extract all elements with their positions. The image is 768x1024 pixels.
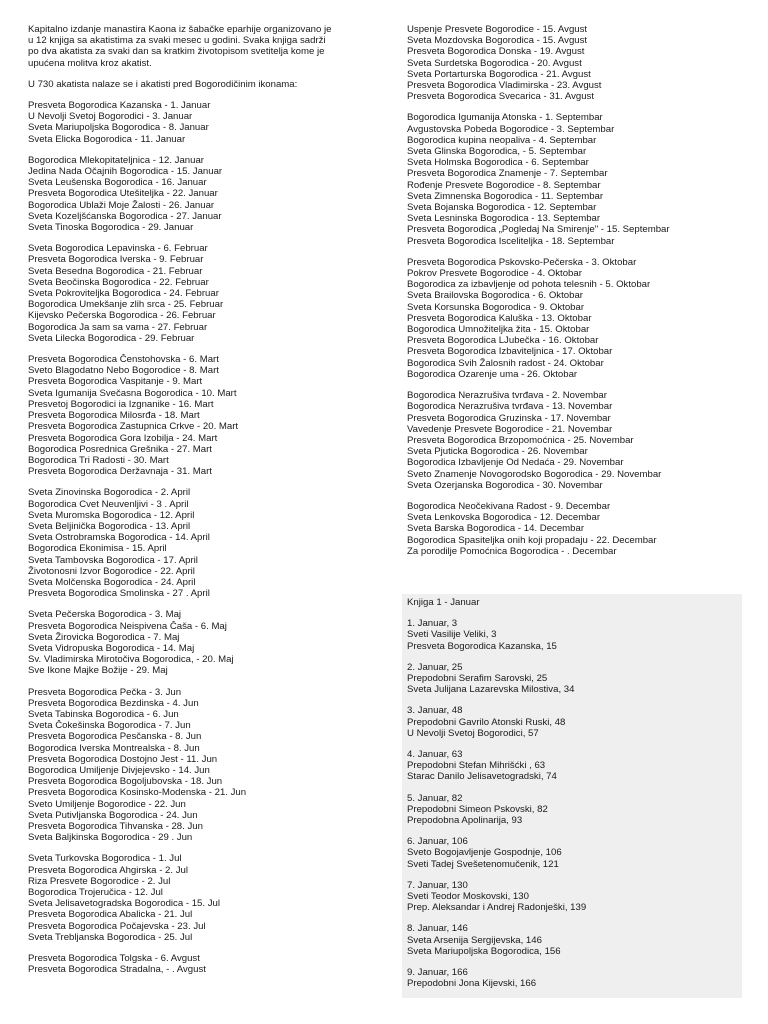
icon-entry: Presveta Bogorodica Bezdinska - 4. Jun [28, 697, 199, 709]
icon-entry: Bogorodica Igumanija Atonska - 1. Septembar [407, 112, 603, 124]
icon-entry: Sveta Brailovska Bogorodica - 6. Oktobar [407, 290, 583, 302]
icon-entry: Riza Presvete Bogorodice - 2. Jul [28, 875, 171, 887]
knjiga-saint-line: Prepodobni Serafim Sarovski, 25 [407, 673, 548, 685]
icon-entry: Bogorodica Posrednica Grešnika - 27. Mart [28, 443, 212, 455]
icon-entry: Sveta Zinovinska Bogorodica - 2. April [28, 487, 191, 499]
icon-entry: Sveta Mozdovska Bogorodica - 15. Avgust [407, 35, 588, 47]
month-group [407, 257, 745, 380]
icon-entry: Bogorodica Mlekopitateljnica - 12. Januar [28, 154, 204, 166]
knjiga-saint-line: Presveta Bogorodica Kazanska, 15 [407, 640, 557, 652]
icon-entry: Sveta Beočinska Bogorodica - 22. Februar [28, 276, 209, 288]
knjiga-saint-line: Starac Danilo Jelisavetogradski, 74 [407, 771, 557, 783]
knjiga-saint-line: Sveto Bogojavljenje Gospodnje, 106 [407, 847, 562, 859]
knjiga-day-entry [407, 880, 737, 914]
icon-entry: Sveta Žirovicka Bogorodica - 7. Maj [28, 631, 180, 643]
icon-entry: Sveta Turkovska Bogorodica - 1. Jul [28, 853, 182, 865]
icon-entry: Sveta Tinoska Bogorodica - 29. Januar [28, 222, 194, 234]
icon-entry: Presveta Bogorodica Zastupnica Crkve - 20. Mart [28, 421, 239, 433]
icon-entry: Sveta Lilecka Bogorodica - 29. Februar [28, 332, 195, 344]
icon-entry: Presveta Bogorodica Pskovsko-Pečerska - 3. Oktobar [407, 256, 637, 268]
knjiga-day-heading: 9. Januar, 166 [407, 967, 468, 979]
icon-entry: Sveta Jelisavetogradska Bogorodica - 15. Jul [28, 898, 220, 910]
knjiga-day-entry [407, 705, 737, 739]
icon-entry: Sveto Blagodatno Nebo Bogorodice - 8. Mart [28, 365, 219, 377]
month-group [28, 687, 388, 844]
knjiga-saint-line: Sveti Vasilije Veliki, 3 [407, 629, 497, 641]
icon-entry: Sveta Korsunska Bogorodica - 9. Oktobar [407, 301, 585, 313]
icon-entry: Bogorodica za izbavljenje od pohota telesnih - 5. Oktobar [407, 279, 651, 291]
icon-entry: Sveta Ozerjanska Bogorodica - 30. Novembar [407, 479, 603, 491]
icon-list-right [407, 24, 745, 557]
knjiga-saint-line: Sveta Mariupoljska Bogorodica, 156 [407, 945, 561, 957]
knjiga-day-heading: 1. Januar, 3 [407, 618, 458, 630]
icon-entry: Presveta Bogorodica Donska - 19. Avgust [407, 46, 585, 58]
month-group [28, 853, 388, 943]
icon-entry: Presveta Bogorodica Tolgska - 6. Avgust [28, 953, 200, 965]
knjiga-saint-line: Prepodobni Simeon Pskovski, 82 [407, 803, 548, 815]
icon-entry: Sveta Mariupoljska Bogorodica - 8. Januar [28, 122, 209, 134]
icon-entry: Bogorodica Izbavljenje Od Nedaća - 29. Novembar [407, 457, 624, 469]
icon-entry: Sv. Vladimirska Mirotočiva Bogorodica, - 20. Maj [28, 654, 234, 666]
knjiga-saint-line: Prepodobni Gavrilo Atonski Ruski, 48 [407, 716, 566, 728]
month-group [407, 24, 745, 102]
icon-entry: Bogorodica Umnožiteljka žita - 15. Oktobar [407, 324, 590, 336]
icon-entry: Sveta Molčenska Bogorodica - 24. April [28, 576, 196, 588]
month-group [28, 487, 388, 599]
knjiga-day-heading: 2. Januar, 25 [407, 661, 463, 673]
icon-entry: Bogorodica Trojeručica - 12. Jul [28, 887, 163, 899]
icon-entry: Sveta Barska Bogorodica - 14. Decembar [407, 523, 585, 535]
icon-entry: Sveto Znamenje Novogorodsko Bogorodica - 29. Novembar [407, 468, 662, 480]
icon-entry: Sveta Tambovska Bogorodica - 17. April [28, 554, 198, 566]
knjiga-saint-line: Prepodobni Stefan Mihrišćki , 63 [407, 760, 546, 772]
knjiga-day-entry [407, 793, 737, 827]
icon-entry: Presveta Bogorodica Dostojno Jest - 11. Jun [28, 753, 218, 765]
icon-entry: Presveta Bogorodica Neispivena Čaša - 6. Maj [28, 620, 227, 632]
icon-entry: Pokrov Presvete Bogorodice - 4. Oktobar [407, 268, 582, 280]
icon-entry: Bogorodica Ja sam sa vama - 27. Februar [28, 321, 208, 333]
icon-entry: Presveta Bogorodica Gora Izobilja - 24. Mart [28, 432, 218, 444]
knjiga-day-heading: 3. Januar, 48 [407, 705, 463, 717]
icon-entry: Sveta Besedna Bogorodica - 21. Februar [28, 265, 203, 277]
knjiga-day-entry [407, 836, 737, 870]
icon-entry: Sveta Trebljanska Bogorodica - 25. Jul [28, 931, 193, 943]
icon-entry: Sveta Vidropuska Bogorodica - 14. Maj [28, 642, 195, 654]
icon-entry: Presveta Bogorodica Kosinsko-Modenska - 21. Jun [28, 787, 247, 799]
icon-entry: Presvetoj Bogorodici ia Izgnanike - 16. Mart [28, 398, 214, 410]
icon-entry: Sveta Holmska Bogorodica - 6. Septembar [407, 157, 589, 169]
knjiga-day-heading: 5. Januar, 82 [407, 792, 463, 804]
icon-entry: Sveta Baljkinska Bogorodica - 29 . Jun [28, 832, 193, 844]
icon-entry: Presveta Bogorodica Kazanska - 1. Januar [28, 100, 211, 112]
icon-entry: Životonosni Izvor Bogorodice - 22. April [28, 565, 195, 577]
icon-entry: Sveta Glinska Bogorodica, - 5. Septembar [407, 146, 587, 158]
icon-entry: Sveta Bojanska Bogorodica - 12. Septembar [407, 202, 597, 214]
knjiga-saint-line: Prep. Aleksandar i Andrej Radonješki, 139 [407, 902, 587, 914]
icon-entry: Presveta Bogorodica Pesčanska - 8. Jun [28, 731, 202, 743]
icon-entry: Presveta Bogorodica Iverska - 9. Februar [28, 254, 204, 266]
icon-entry: Presveta Bogorodica Utešiteljka - 22. Januar [28, 188, 218, 200]
knjiga-day-heading: 4. Januar, 63 [407, 749, 463, 761]
knjiga-day-entry [407, 618, 737, 652]
month-group [407, 390, 745, 491]
icon-entry: Presveta Bogorodica Počajevska - 23. Jul [28, 920, 206, 932]
knjiga-day-entry [407, 662, 737, 696]
icon-entry: Uspenje Presvete Bogorodice - 15. Avgust [407, 24, 588, 35]
knjiga-saint-line: Sveti Teodor Moskovski, 130 [407, 891, 529, 903]
icon-entry: Bogorodica Nerazrušiva tvrđava - 13. Novembar [407, 401, 613, 413]
icon-entry: Sveta Pečerska Bogorodica - 3. Maj [28, 609, 182, 621]
knjiga-saint-line: Prepodobni Jona Kijevski, 166 [407, 978, 537, 990]
icon-entry: Presveta Bogorodica Bogoljubovska - 18. Jun [28, 776, 223, 788]
knjiga-day-entry [407, 967, 737, 989]
right-column [407, 24, 745, 567]
icon-entry: Sveto Umiljenje Bogorodice - 22. Jun [28, 798, 186, 810]
icon-entry: Kijevsko Pečerska Bogorodica - 26. Februar [28, 310, 216, 322]
icon-entry: Sveta Ostrobramska Bogorodica - 14. April [28, 532, 210, 544]
icon-entry: Presveta Bogorodica Milosrđa - 18. Mart [28, 410, 200, 422]
icon-entry: Bogorodica Spasiteljka onih koji propadaju - 22. Decembar [407, 534, 657, 546]
icon-entry: Sveta Pjuticka Bogorodica - 26. Novembar [407, 446, 588, 458]
icon-entry: Presveta Bogorodica „Pogledaj Na Smirenje" - 15. Septembar [407, 224, 670, 236]
icon-entry: Sveta Kozeljšćanska Bogorodica - 27. Januar [28, 210, 222, 222]
knjiga-saint-line: U Nevolji Svetoj Bogorodici, 57 [407, 727, 539, 739]
icon-entry: U Nevolji Svetoj Bogorodici - 3. Januar [28, 111, 193, 123]
icon-entry: Sveta Pokroviteljka Bogorodica - 24. Februar [28, 288, 219, 300]
knjiga-saint-line: Sveti Tadej Svešetenomučenik, 121 [407, 858, 559, 870]
knjiga-saint-line: Sveta Arsenija Sergijevska, 146 [407, 934, 542, 946]
icon-entry: Presveta Bogorodica Svecarica - 31. Avgust [407, 91, 595, 103]
intro-paragraph: Kapitalno izdanje manastira Kaona iz šabačke eparhije organizovano je u 12 knjiga sa akatistima za svaki mesec u godini. Svaka knjiga sadrži po dva akatista za svaki dan sa kratkim životopisom svetitelja kome je upućena molitva kroz akatist. [28, 24, 332, 69]
icon-entry: Za porodilje Pomoćnica Bogorodica - . Decembar [407, 545, 617, 557]
icon-entry: Sveta Igumanija Svečasna Bogorodica - 10. Mart [28, 387, 237, 399]
knjiga-day-heading: 8. Januar, 146 [407, 923, 468, 935]
icon-entry: Bogorodica Ublaži Moje Žalosti - 26. Januar [28, 199, 215, 211]
icon-entry: Jedina Nada Očajnih Bogorodica - 15. Januar [28, 166, 223, 178]
icon-entry: Presveta Bogorodica Znamenje - 7. Septembar [407, 168, 608, 180]
icon-entry: Sveta Lenkovska Bogorodica - 12. Decembar [407, 512, 601, 524]
icon-entry: Presveta Bogorodica Abalicka - 21. Jul [28, 909, 193, 921]
icon-entry: Presveta Bogorodica Gruzinska - 17. Novembar [407, 412, 611, 424]
icon-entry: Presveta Bogorodica Isceliteljka - 18. Septembar [407, 235, 615, 247]
icon-entry: Bogorodica Cvet Neuvenljivi - 3 . April [28, 498, 189, 510]
icon-entry: Sveta Zimnenska Bogorodica - 11. Septembar [407, 190, 604, 202]
knjiga-saint-line: Sveta Julijana Lazarevska Milostiva, 34 [407, 684, 575, 696]
intro-subheading: U 730 akatista nalaze se i akatisti pred Bogorodičinim ikonama: [28, 78, 298, 90]
icon-entry: Presveta Bogorodica Ahgirska - 2. Jul [28, 864, 188, 876]
icon-entry: Presveta Bogorodica Kaluška - 13. Oktobar [407, 312, 592, 324]
icon-entry: Presveta Bogorodica Izbaviteljnica - 17. Oktobar [407, 346, 613, 358]
icon-entry: Bogorodica kupina neopaliva - 4. Septembar [407, 134, 597, 146]
knjiga-title: Knjiga 1 - Januar [407, 597, 480, 608]
icon-entry: Sveta Leušenska Bogorodica - 16. Januar [28, 177, 207, 189]
icon-entry: Avgustovska Pobeda Bogorodice - 3. Septembar [407, 123, 615, 135]
icon-entry: Sveta Bogorodica Lepavinska - 6. Februar [28, 243, 208, 255]
icon-entry: Sveta Lesninska Bogorodica - 13. Septembar [407, 213, 601, 225]
icon-entry: Sveta Čokešinska Bogorodica - 7. Jun [28, 720, 191, 732]
icon-entry: Sveta Tabinska Bogorodica - 6. Jun [28, 708, 179, 720]
knjiga-saint-line: Prepodobna Apolinarija, 93 [407, 815, 523, 827]
icon-entry: Bogorodica Iverska Montrealska - 8. Jun [28, 742, 200, 754]
icon-entry: Bogorodica Svih Žalosnih radost - 24. Oktobar [407, 357, 604, 369]
left-column [28, 24, 388, 985]
knjiga-day-entry [407, 749, 737, 783]
icon-list-left [28, 100, 388, 975]
icon-entry: Sve Ikone Majke Božije - 29. Maj [28, 665, 168, 677]
icon-entry: Bogorodica Ozarenje uma - 26. Oktobar [407, 368, 578, 380]
month-group [28, 100, 388, 145]
icon-entry: Presveta Bogorodica Pečka - 3. Jun [28, 686, 182, 698]
knjiga-day-entry [407, 923, 737, 957]
month-group [407, 501, 745, 557]
icon-entry: Presveta Bogorodica Stradalna, - . Avgust [28, 964, 206, 976]
month-group [28, 609, 388, 676]
month-group [28, 155, 388, 233]
icon-entry: Sveta Muromska Bogorodica - 12. April [28, 509, 195, 521]
knjiga-day-heading: 7. Januar, 130 [407, 879, 468, 891]
icon-entry: Sveta Surdetska Bogorodica - 20. Avgust [407, 57, 582, 69]
icon-entry: Bogorodica Umiljenje Divjejevsko - 14. Jun [28, 764, 210, 776]
knjiga-day-heading: 6. Januar, 106 [407, 836, 468, 848]
icon-entry: Presveta Bogorodica Čenstohovska - 6. Mart [28, 354, 219, 366]
icon-entry: Presveta Bogorodica Smolinska - 27 . April [28, 588, 210, 600]
icon-entry: Sveta Elicka Bogorodica - 11. Januar [28, 133, 186, 145]
icon-entry: Presveta Bogorodica Tihvanska - 28. Jun [28, 821, 203, 832]
icon-entry: Rođenje Presvete Bogorodice - 8. Septembar [407, 179, 601, 191]
month-group [28, 354, 388, 477]
icon-entry: Presveta Bogorodica Brzopomoćnica - 25. Novembar [407, 434, 634, 446]
icon-entry: Presveta Bogorodica Vladimirska - 23. Avgust [407, 80, 602, 92]
month-group [28, 953, 388, 975]
icon-entry: Vavedenje Presvete Bogorodice - 21. Novembar [407, 423, 613, 435]
icon-entry: Bogorodica Tri Radosti - 30. Mart [28, 454, 169, 466]
icon-entry: Presveta Bogorodica Deržavnaja - 31. Mart [28, 466, 212, 478]
icon-entry: Bogorodica Umekšanje zlih srca - 25. Februar [28, 299, 224, 311]
icon-entry: Bogorodica Ekonimisa - 15. April [28, 543, 167, 555]
month-group [407, 112, 745, 246]
knjiga-entries [407, 618, 737, 989]
icon-entry: Bogorodica Neočekivana Radost - 9. Decembar [407, 500, 611, 512]
knjiga-panel [402, 594, 742, 998]
icon-entry: Bogorodica Nerazrušiva tvrđava - 2. Novembar [407, 390, 607, 402]
month-group [28, 243, 388, 344]
icon-entry: Presveta Bogorodica LJubečka - 16. Oktobar [407, 335, 599, 347]
icon-entry: Presveta Bogorodica Vaspitanje - 9. Mart [28, 376, 203, 388]
icon-entry: Sveta Portarturska Bogorodica - 21. Avgust [407, 68, 591, 80]
icon-entry: Sveta Beljinička Bogorodica - 13. April [28, 520, 191, 532]
icon-entry: Sveta Putivljanska Bogorodica - 24. Jun [28, 809, 198, 821]
